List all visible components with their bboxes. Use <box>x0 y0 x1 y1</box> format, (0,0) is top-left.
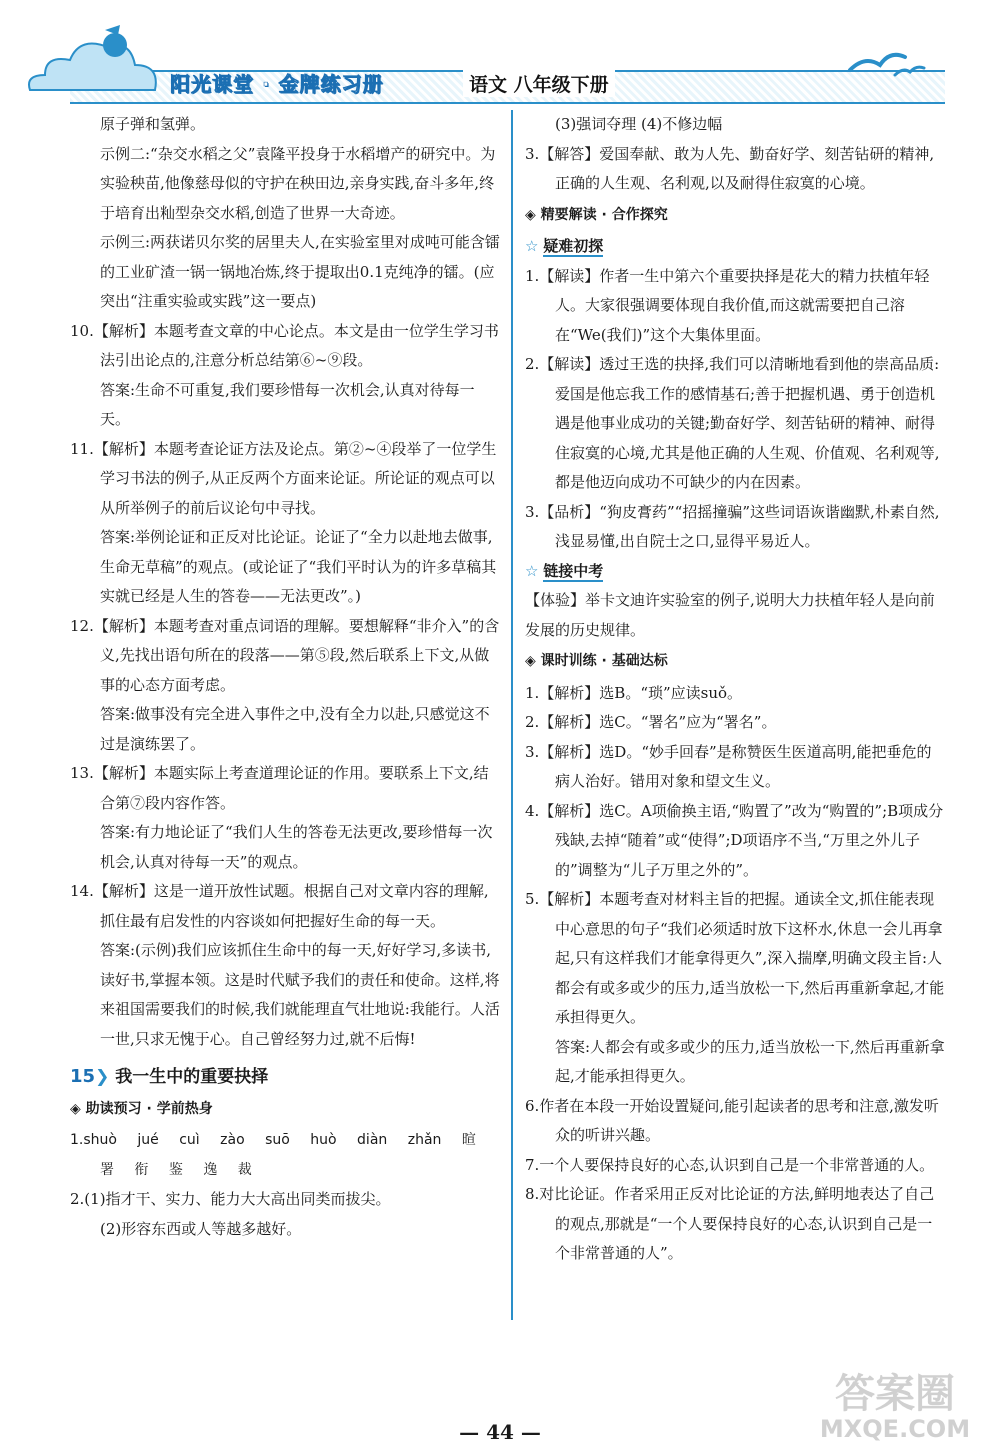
section-title: 课时训练 · 基础达标 <box>540 653 668 669</box>
header-brand: 阳光课堂 · 金牌练习册 <box>170 72 384 96</box>
lesson-heading <box>70 1062 500 1093</box>
text-line: 8.对比论证。作者采用正反对比论证的方法,鲜明地表达了自己的观点,那就是“一个人要保持良好的心态,认识到自己是一个非常普通的人”。 <box>525 1185 935 1262</box>
watermark-url: MXQE.COM <box>819 1415 971 1443</box>
section-icon: ◈ <box>525 653 536 669</box>
pinyin-line: 署 衔 鉴 逸 裁 <box>100 1161 252 1178</box>
text-line: 1.【解析】选B。“琐”应读suǒ。 <box>525 683 743 702</box>
text-line: 7.一个人要保持良好的心态,认识到自己是一个非常普通的人。 <box>525 1155 935 1174</box>
text-line: 示例二:“杂交水稻之父”袁隆平投身于水稻增产的研究中。为实验秧苗,他像慈母似的守护在秧田边,亲身实践,奋斗多年,终于培育出籼型杂交水稻,创造了世界一大奇迹。 <box>100 144 496 222</box>
subsection-heading <box>525 557 945 587</box>
answer-10: 答案:生命不可重复,我们要珍惜每一次机会,认真对待每一天。 <box>100 380 475 428</box>
subsection-title: 疑难初探 <box>543 237 604 255</box>
text-line: 原子弹和氢弹。 <box>100 115 206 133</box>
answer-14: 答案:(示例)我们应该抓住生命中的每一天,好好学习,多读书,读好书,掌握本领。这是时代赋予我们的责任和使命。这样,将来祖国需要我们的时候,我们就能理直气壮地说:我能行。人活一世,只求无愧于心。自己曾经努力过,就不后悔! <box>100 941 500 1048</box>
question-11: 11.【解析】本题考查论证方法及论点。第②~④段举了一位学生学习书法的例子,从正反两个方面来论证。所论证的观点可以从所举例子的前后议论句中寻找。 <box>70 439 497 517</box>
answer-11: 答案:举例论证和正反对比论证。论证了“全力以赴地去做事,生命无草稿”的观点。(或论证了“我们平时认为的许多草稿其实就已经是人生的答卷——无法更改”。) <box>100 528 497 605</box>
watermark-text: 答案圈 <box>835 1371 955 1417</box>
section-title: 精要解读 · 合作探究 <box>540 206 668 223</box>
lesson-number: 15 <box>70 1066 96 1087</box>
text-line: 1.【解读】作者一生中第六个重要抉择是花大的精力扶植年轻人。大家很强调要体现自我价值,而这就需要把自己溶在“We(我们)”这个大集体里面。 <box>525 266 930 344</box>
subsection-heading <box>525 232 945 262</box>
section-title: 助读预习 · 学前热身 <box>85 1100 213 1117</box>
answer-12: 答案:做事没有完全进入事件之中,没有全力以赴,只感觉这不过是演练罢了。 <box>100 705 490 753</box>
birds-icon <box>840 35 940 85</box>
text-line: 2.【解读】透过王选的抉择,我们可以清晰地看到他的崇高品质:爱国是他忘我工作的感情基石;善于把握机遇、勇于创造机遇是他事业成功的关键;勤奋好学、刻苦钻研的精神、耐得住寂寞的心境,尤其是他正确的人生观、价值观、名利观等,都是他迈向成功不可缺少的内在因素。 <box>525 355 940 491</box>
section-heading <box>525 201 945 231</box>
text-line: (2)形容东西或人等越多越好。 <box>100 1219 302 1238</box>
watermark-logo-icon <box>800 1365 990 1445</box>
lesson-title: 我一生中的重要抉择 <box>115 1067 269 1087</box>
text-line: 5.【解析】本题考查对材料主旨的把握。通读全文,抓住能表现中心意思的句子“我们必须适时放下这杯水,休息一会儿再拿起,只有这样我们才能拿得更久”,深入揣摩,明确文段主旨:人都会有或多或少的压力,适当放松一下,然后再重新拿起,才能承担得更久。 <box>525 890 945 1026</box>
text-line: (3)强词夺理 (4)不修边幅 <box>555 115 723 133</box>
text-line: 3.【解答】爱国奉献、敢为人先、勤奋好学、刻苦钻研的精神,正确的人生观、名利观,以及耐得住寂寞的心境。 <box>525 144 935 192</box>
question-13: 13.【解析】本题实际上考查道理论证的作用。要联系上下文,结合第⑦段内容作答。 <box>70 764 489 812</box>
text-line: 4.【解析】选C。A项偷换主语,“购置了”改为“购置的”;B项成分残缺,去掉“随着”或“使得”;D项语序不当,“万里之外儿子的”调整为“儿子万里之外的”。 <box>525 801 944 879</box>
page-header <box>0 0 1000 110</box>
section-heading <box>525 647 945 677</box>
question-12: 12.【解析】本题考查对重点词语的理解。要想解释“非介入”的含义,先找出语句所在的段落——第⑤段,然后联系上下文,从做事的心态方面考虑。 <box>70 616 500 694</box>
question-14: 14.【解析】这是一道开放性试题。根据自己对文章内容的理解,抓住最有启发性的内容谈如何把握好生命的每一天。 <box>70 882 489 930</box>
text-line: 3.【品析】“狗皮膏药”“招摇撞骗”这些词语诙谐幽默,朴素自然,浅显易懂,出自院士之口,显得平易近人。 <box>525 502 940 550</box>
answer-5: 答案:人都会有或多或少的压力,适当放松一下,然后再重新拿起,才能承担得更久。 <box>555 1037 945 1085</box>
right-column <box>525 110 945 1269</box>
section-heading <box>70 1095 500 1125</box>
column-divider <box>511 110 513 1320</box>
text-line: 3.【解析】选D。“妙手回春”是称赞医生医道高明,能把垂危的病人治好。错用对象和望文生义。 <box>525 742 932 790</box>
text-line: 示例三:两获诺贝尔奖的居里夫人,在实验室里对成吨可能含镭的工业矿渣一锅一锅地冶炼,终于提取出0.1克纯净的镭。(应突出“注重实验或实践”这一要点) <box>100 233 500 310</box>
text-line: 2.(1)指才干、实力、能力大大高出同类而拔尖。 <box>70 1190 391 1208</box>
chevron-right-icon: ❯ <box>95 1067 110 1087</box>
page-number: — 44 — <box>459 1420 541 1444</box>
section-icon: ◈ <box>70 1100 81 1117</box>
star-icon: ☆ <box>525 561 539 580</box>
answer-13: 答案:有力地论证了“我们人生的答卷无法更改,要珍惜每一次机会,认真对待每一天”的观点。 <box>100 823 493 871</box>
question-10: 10.【解析】本题考查文章的中心论点。本文是由一位学生学习书法引出论点的,注意分析总结第⑥~⑨段。 <box>70 321 499 369</box>
subsection-title: 链接中考 <box>543 561 604 580</box>
text-line: 2.【解析】选C。“署名”应为“署名”。 <box>525 713 777 731</box>
section-icon: ◈ <box>525 206 536 223</box>
text-line: 【体验】举卡文迪许实验室的例子,说明大力扶植年轻人是向前发展的历史规律。 <box>525 591 935 639</box>
pinyin-line: 1.shuò jué cuì zào suō huò diàn zhǎn 暄 <box>70 1132 476 1148</box>
text-line: 6.作者在本段一开始设置疑问,能引起读者的思考和注意,激发听众的听讲兴趣。 <box>525 1096 939 1144</box>
left-column <box>70 110 500 1244</box>
star-icon: ☆ <box>525 237 539 255</box>
header-subject: 语文 八年级下册 <box>463 70 615 97</box>
